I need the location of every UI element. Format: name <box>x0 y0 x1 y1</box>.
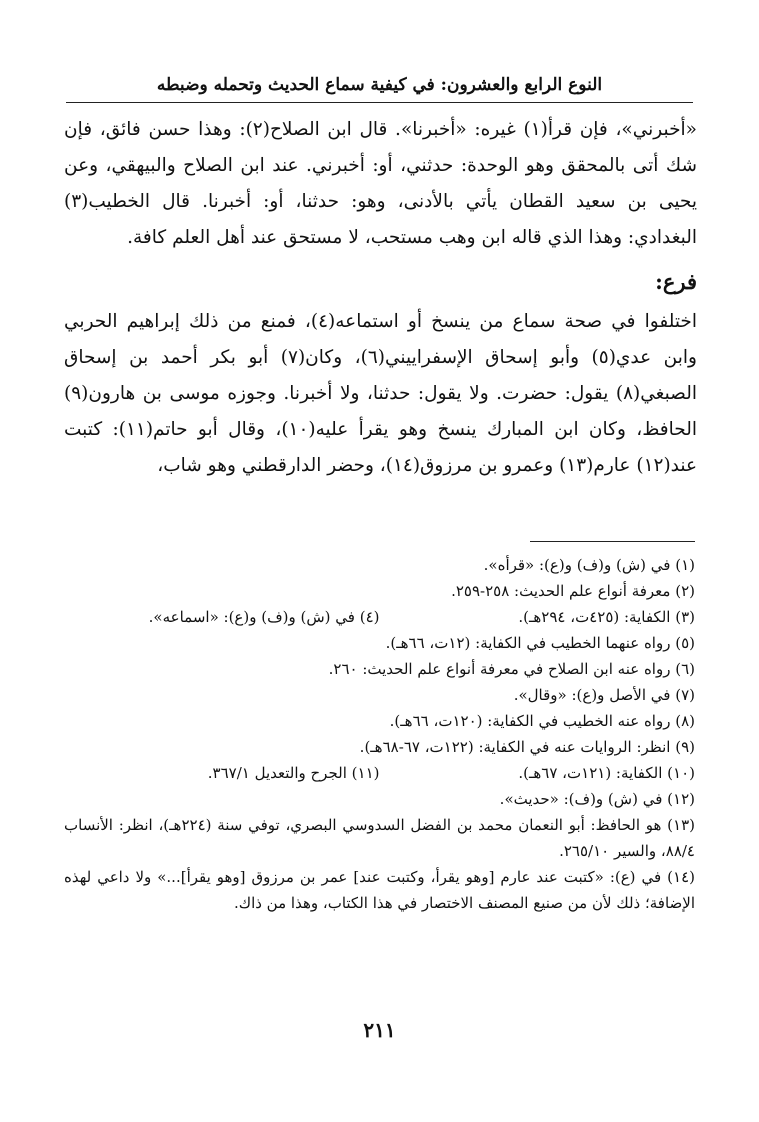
footnote-12: (١٢) في (ش) و(ف): «حديث». <box>499 790 695 808</box>
footnote-11: (١١) الجرح والتعديل ٣٦٧/١. <box>207 764 380 782</box>
main-text <box>64 112 697 484</box>
footnote-13: (١٣) هو الحافظ: أبو النعمان محمد بن الفضل السدوسي البصري، توفي سنة (٢٢٤هـ)، انظر: الأنساب ٨٨/٤، والسير ٢٦٥/١٠. <box>64 816 695 860</box>
paragraph-1: «أخبرني»، فإن قرأ(١) غيره: «أخبرنا». قال ابن الصلاح(٢): وهذا حسن فائق، فإن شك أتى بالمحقق وهو الوحدة: حدثني، أو: أخبرني. عند ابن الصلاح والبيهقي، وعن يحيى بن سعيد القطان يأتي بالأدنى، وهو: حدثنا، أو: أخبرنا. قال الخطيب(٣) البغدادي: وهذا الذي قاله ابن وهب مستحب، لا مستحق عند أهل العلم كافة. <box>64 119 697 248</box>
paragraph-2: اختلفوا في صحة سماع من ينسخ أو استماعه(٤)، فمنع من ذلك إبراهيم الحربي وابن عدي(٥) وأبو إسحاق الإسفراييني(٦)، وكان(٧) أبو بكر أحمد بن إسحاق الصبغي(٨) يقول: حضرت. ولا يقول: حدثنا، ولا أخبرنا. وجوزه موسى بن هارون(٩) الحافظ، وكان ابن المبارك ينسخ وهو يقرأ عليه(١٠)، وقال أبو حاتم(١١): كتبت عند(١٢) عارم(١٣) وعمرو بن مرزوق(١٤)، وحضر الدارقطني وهو شاب، <box>64 311 697 476</box>
footnote-8: (٨) رواه عنه الخطيب في الكفاية: (١٢٠ت، ٦٦هـ). <box>389 712 695 730</box>
footnote-separator <box>530 541 695 542</box>
footnote-4: (٤) في (ش) و(ف) و(ع): «اسماعه». <box>148 608 380 626</box>
branch-heading: فرع: <box>655 269 697 294</box>
footnote-14: (١٤) في (ع): «كتبت عند عارم [وهو يقرأ، وكتبت عند] عمر بن مرزوق [وهو يقرأ]...» ولا داعي لهذه الإضافة؛ ذلك لأن من صنيع المصنف الاختصار في هذا الكتاب، وهذا من ذاك. <box>64 868 695 912</box>
footnote-5: (٥) رواه عنهما الخطيب في الكفاية: (١٢ت، ٦٦هـ). <box>385 634 695 652</box>
footnote-9: (٩) انظر: الروايات عنه في الكفاية: (١٢٢ت، ٦٧-٦٨هـ). <box>359 738 695 756</box>
running-header: النوع الرابع والعشرون: في كيفية سماع الحديث وتحمله وضبطه <box>66 68 693 103</box>
footnote-7: (٧) في الأصل و(ع): «وقال». <box>513 686 695 704</box>
footnote-1: (١) في (ش) و(ف) و(ع): «قرأه». <box>483 556 695 574</box>
footnote-2: (٢) معرفة أنواع علم الحديث: ٢٥٨-٢٥٩. <box>451 582 695 600</box>
footnote-row-3-4 <box>64 604 695 630</box>
footnote-3: (٣) الكفاية: (٤٢٥ت، ٢٩٤هـ). <box>518 608 695 626</box>
page-number: ٢١١ <box>363 1018 396 1042</box>
footnote-10: (١٠) الكفاية: (١٢١ت، ٦٧هـ). <box>518 764 695 782</box>
footnote-row-10-11 <box>64 760 695 786</box>
footnotes <box>64 552 695 916</box>
footnote-6: (٦) رواه عنه ابن الصلاح في معرفة أنواع علم الحديث: ٢٦٠. <box>328 660 695 678</box>
